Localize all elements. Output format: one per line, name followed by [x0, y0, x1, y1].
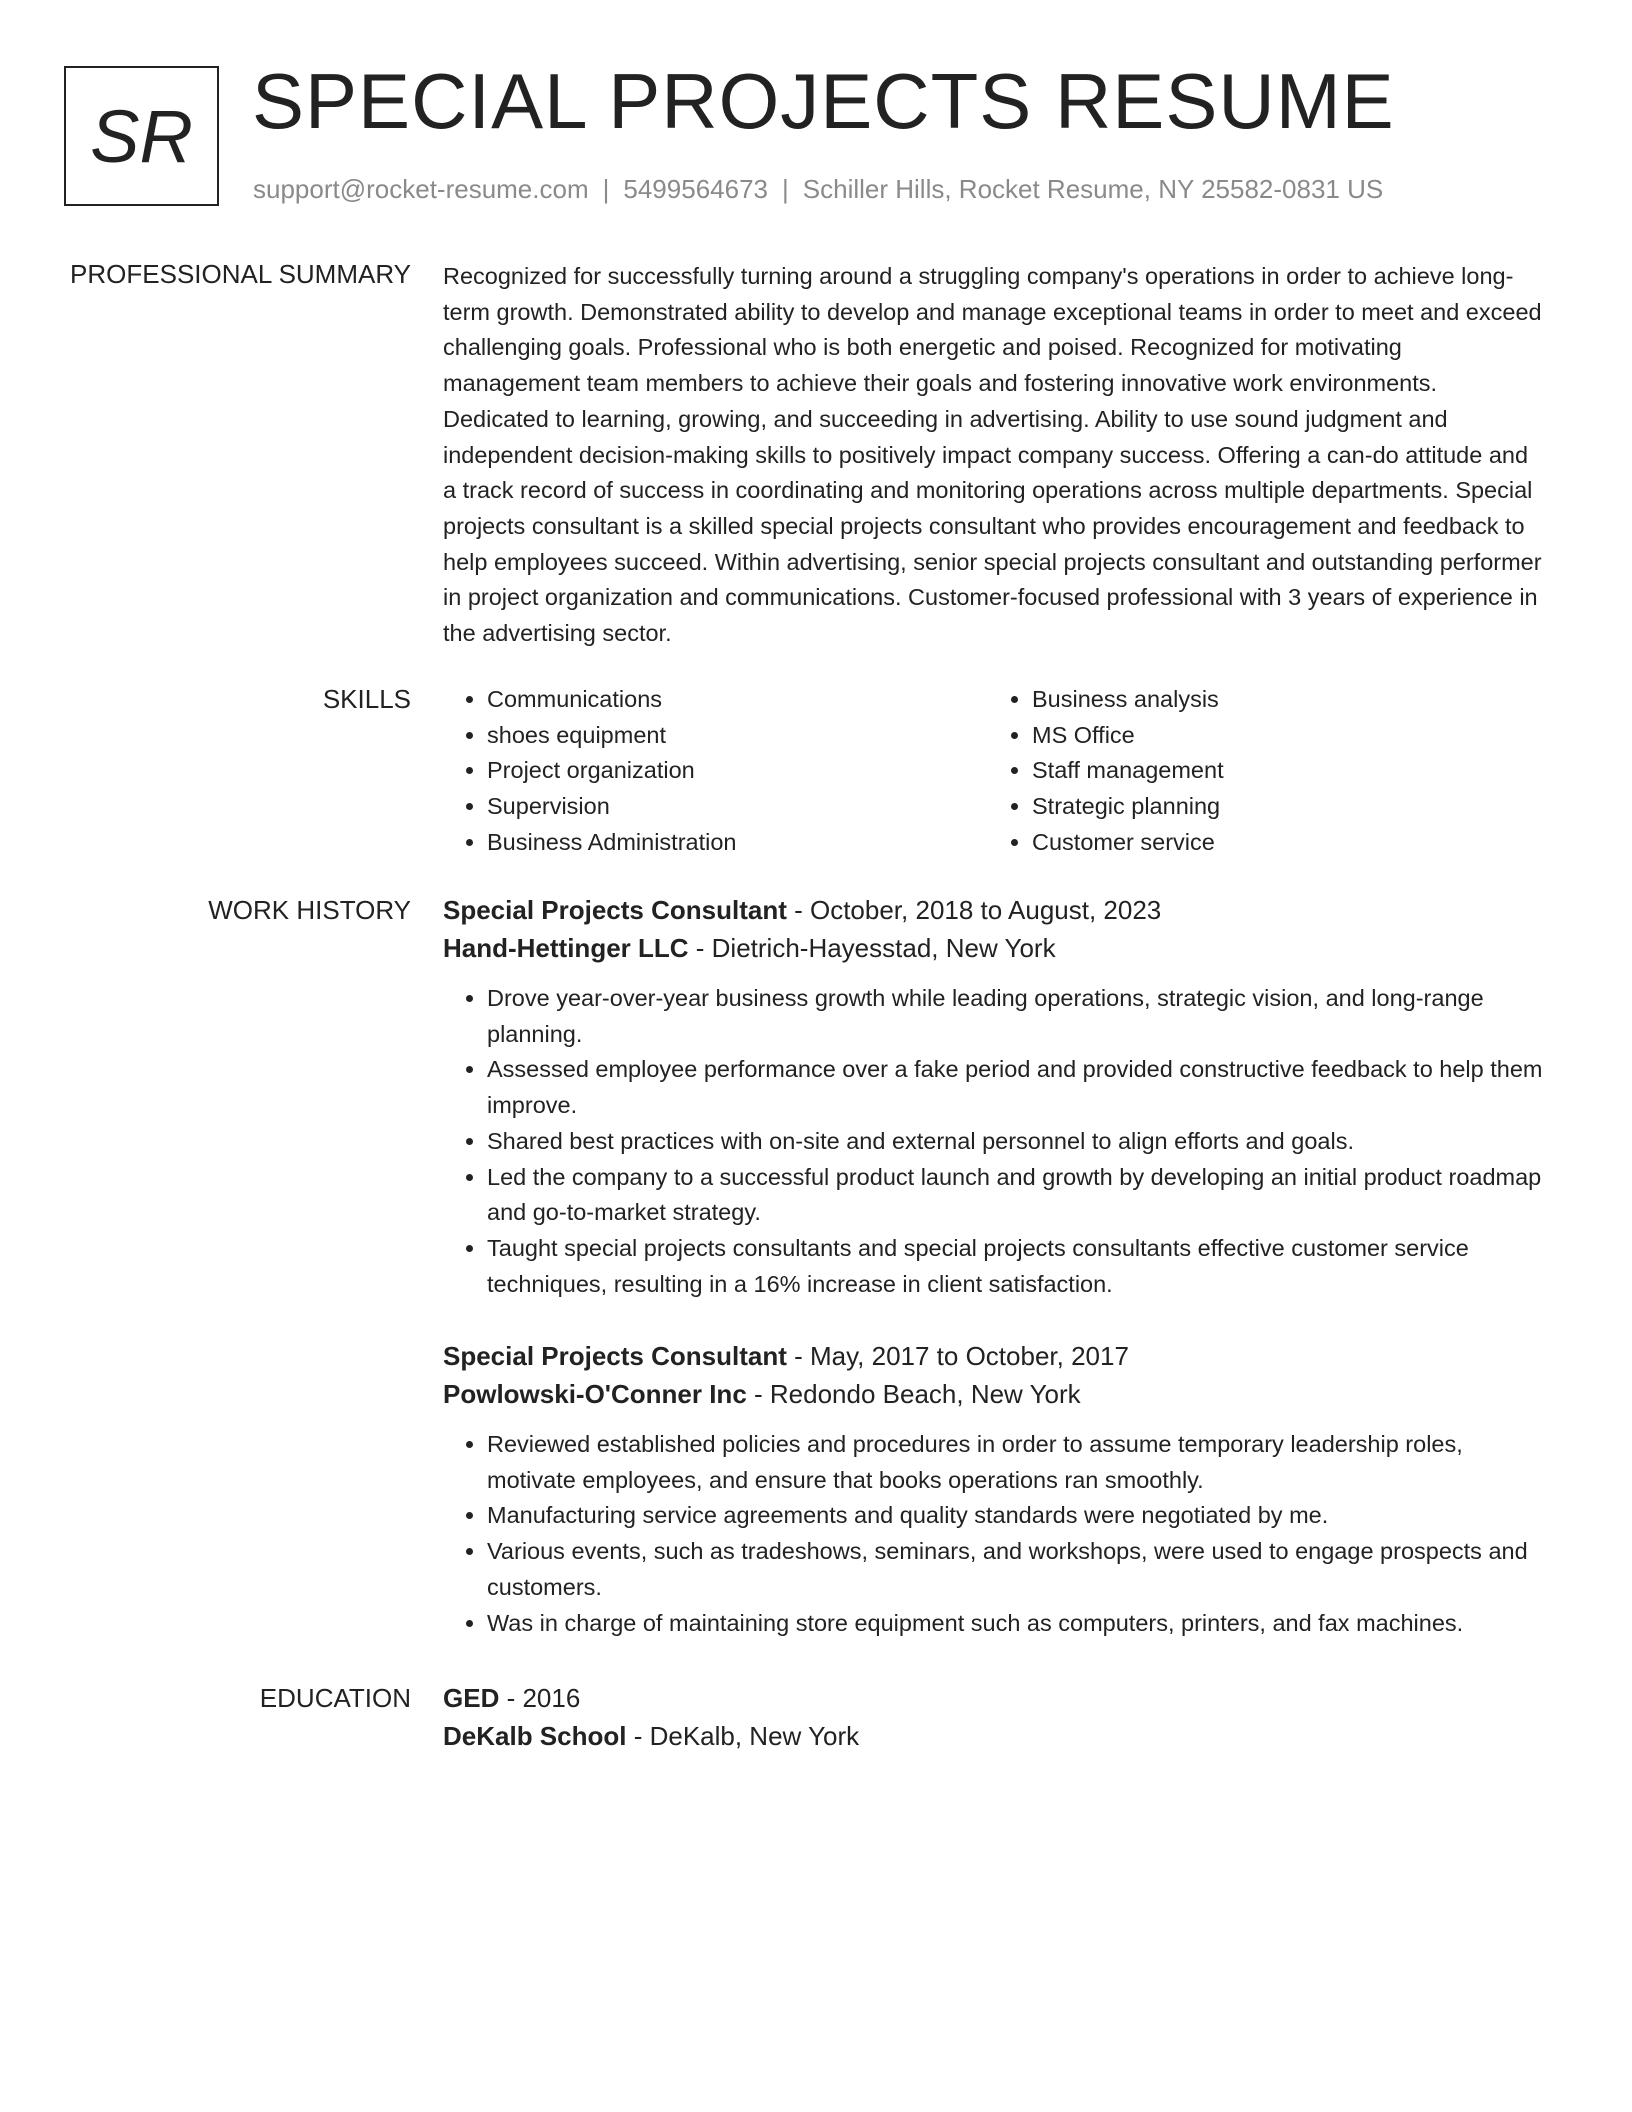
contact-email: support@rocket-resume.com	[253, 174, 589, 204]
skill-item: • Business Administration	[487, 825, 988, 861]
contact-separator: |	[602, 174, 610, 204]
skill-item: • Communications	[487, 682, 988, 718]
job-title-line	[443, 1337, 1543, 1375]
job-title: Special Projects Consultant	[443, 1341, 787, 1371]
skills-content	[443, 682, 1543, 861]
job-bullet: • Shared best practices with on-site and external personnel to align efforts and goals.	[487, 1124, 1543, 1160]
job-bullet: • Was in charge of maintaining store equipment such as computers, printers, and fax machines.	[487, 1606, 1543, 1642]
job-bullet: • Led the company to a successful product launch and growth by developing an initial product roadmap and go-to-market strategy.	[487, 1160, 1543, 1231]
contact-address: Schiller Hills, Rocket Resume, NY 25582-0831 US	[802, 174, 1384, 204]
school-name: DeKalb School	[443, 1721, 627, 1751]
school-line	[443, 1717, 1543, 1755]
skill-item: • MS Office	[1032, 718, 1533, 754]
summary-text: Recognized for successfully turning around a struggling company's operations in order to achieve long-term growth. Demonstrated ability to develop and manage exceptional teams in order to meet and exceed challenging goals. Professional who is both energetic and poised. Recognized for motivating management team members to achieve their goals and fostering innovative work environments. Dedicated to learning, growing, and succeeding in advertising. Ability to use sound judgment and independent decision-making skills to positively impact company success. Offering a can-do attitude and a track record of success in coordinating and monitoring operations across multiple departments. Special projects consultant is a skilled special projects consultant who provides encouragement and feedback to help employees succeed. Within advertising, senior special projects consultant and outstanding performer in project organization and communications. Customer-focused professional with 3 years of experience in the advertising sector.	[443, 263, 1542, 647]
monogram-initials: SR	[90, 94, 193, 178]
skill-item: • shoes equipment	[487, 718, 988, 754]
job-title: Special Projects Consultant	[443, 895, 787, 925]
job-dates: - May, 2017 to October, 2017	[786, 1341, 1129, 1371]
contact-line	[253, 172, 1383, 206]
section-label-summary: PROFESSIONAL SUMMARY	[70, 259, 411, 289]
section-label-work: WORK HISTORY	[208, 895, 411, 925]
contact-phone: 5499564673	[623, 174, 768, 204]
skill-item: • Customer service	[1032, 825, 1533, 861]
skills-list-left	[443, 682, 988, 861]
job-bullets	[443, 1427, 1543, 1641]
job-bullet: • Various events, such as tradeshows, seminars, and workshops, were used to engage prospects and customers.	[487, 1534, 1543, 1605]
company-line	[443, 929, 1543, 967]
contact-separator: |	[782, 174, 789, 204]
skill-item: • Business analysis	[1032, 682, 1533, 718]
skills-list-right	[988, 682, 1533, 861]
section-label-education: EDUCATION	[259, 1683, 411, 1713]
job-dates: - October, 2018 to August, 2023	[786, 895, 1162, 925]
job-bullet: • Manufacturing service agreements and quality standards were negotiated by me.	[487, 1498, 1543, 1534]
school-location: - DeKalb, New York	[626, 1721, 860, 1751]
education-content	[443, 1679, 1543, 1755]
job-bullet: • Drove year-over-year business growth while leading operations, strategic vision, and long-range planning.	[487, 981, 1543, 1052]
job-bullet: • Taught special projects consultants and special projects consultants effective customer service techniques, resulting in a 16% increase in client satisfaction.	[487, 1231, 1543, 1302]
section-label-skills: SKILLS	[322, 684, 411, 714]
company-location: - Redondo Beach, New York	[746, 1379, 1081, 1409]
skill-item: • Staff management	[1032, 753, 1533, 789]
skill-item: • Strategic planning	[1032, 789, 1533, 825]
summary-content	[443, 259, 1543, 652]
job-bullet: • Reviewed established policies and procedures in order to assume temporary leadership roles, motivate employees, and ensure that books operations ran smoothly.	[487, 1427, 1543, 1498]
job-title-line	[443, 891, 1543, 929]
skill-item: • Project organization	[487, 753, 988, 789]
job-bullet: • Assessed employee performance over a fake period and provided constructive feedback to help them improve.	[487, 1052, 1543, 1123]
degree: GED	[443, 1683, 500, 1713]
job-entry	[443, 891, 1543, 1302]
monogram-box	[64, 66, 219, 206]
skill-item: • Supervision	[487, 789, 988, 825]
job-bullets	[443, 981, 1543, 1302]
company-location: - Dietrich-Hayesstad, New York	[688, 933, 1056, 963]
degree-line	[443, 1679, 1543, 1717]
resume-title: SPECIAL PROJECTS RESUME	[252, 57, 1395, 145]
company-line	[443, 1375, 1543, 1413]
company-name: Powlowski-O'Conner Inc	[443, 1379, 747, 1409]
company-name: Hand-Hettinger LLC	[443, 933, 689, 963]
degree-year: - 2016	[499, 1683, 581, 1713]
job-entry	[443, 1337, 1543, 1641]
